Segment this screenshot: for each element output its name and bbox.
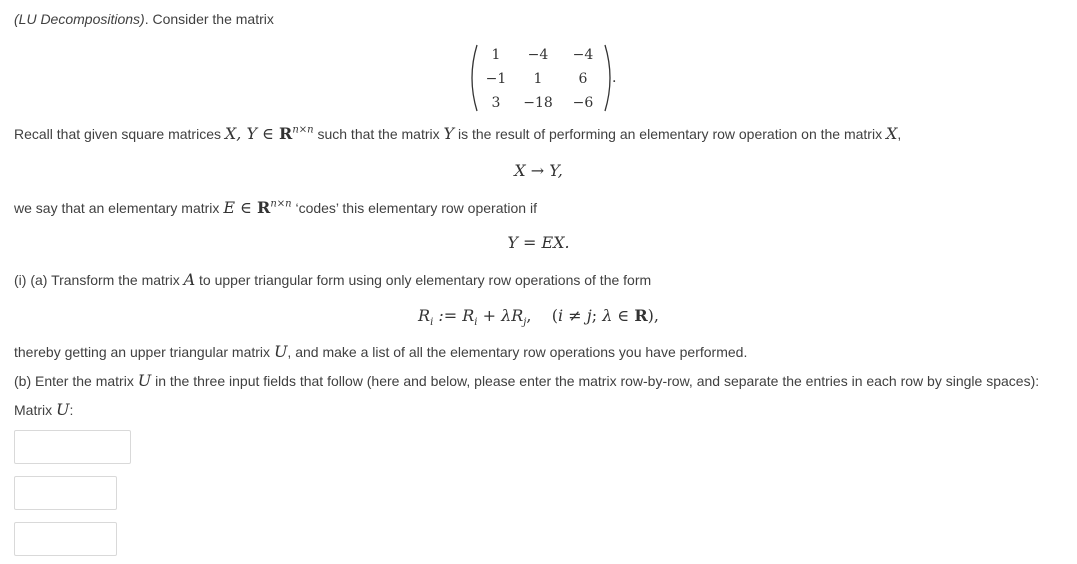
yex-equation: [0, 233, 1077, 253]
part-b-math-u: U: [137, 371, 152, 390]
thereby-text-1: thereby getting an upper triangular matrix: [14, 344, 274, 360]
matrix-u-colon: :: [69, 402, 74, 418]
intro-line: [14, 10, 274, 28]
recall-line: [14, 125, 901, 143]
recall-math-y: Y: [443, 124, 455, 143]
part-b-line: [14, 372, 1039, 390]
recall-text-1: Recall that given square matrices: [14, 126, 225, 142]
matrix-u-math: U: [56, 400, 70, 419]
reals-symbol: R: [279, 124, 293, 143]
part-a-text-2: to upper triangular form using only elementary row operations of the form: [195, 272, 652, 288]
part-b-text-2: in the three input fields that follow (here and below, please enter the matrix row-by-row, and separate the entries in each row by single spaces):: [151, 373, 1040, 389]
matrix-u-row-1-input[interactable]: [14, 430, 131, 464]
matrix-cell: −18: [523, 95, 553, 111]
reals-symbol: R: [257, 198, 271, 217]
part-a-math-a: A: [183, 270, 196, 289]
matrix-grid: [480, 43, 602, 115]
matrix-trailing-dot: .: [612, 70, 617, 86]
arrow-equation-text: X → Y,: [514, 161, 563, 180]
matrix-cell: 1: [491, 47, 501, 63]
thereby-math-u: U: [273, 342, 288, 361]
matrix-cell: −6: [572, 95, 594, 111]
matrix-cell: 1: [533, 71, 543, 87]
part-a-text-1: (i) (a) Transform the matrix: [14, 272, 184, 288]
reals-symbol: R: [634, 306, 648, 325]
intro-title-rest: . Consider the matrix: [144, 11, 274, 27]
row-operation-formula: [0, 306, 1077, 329]
codes-line: [14, 199, 537, 217]
thereby-text-2: , and make a list of all the elementary row operations you have performed.: [287, 344, 748, 360]
recall-text-2: such that the matrix: [313, 126, 444, 142]
intro-title-italic: (LU Decompositions): [14, 11, 145, 27]
matrix-cell: −4: [572, 47, 594, 63]
matrix-u-text: Matrix: [14, 402, 56, 418]
recall-math-xy: X, Y ∈ $R^{n\times n}$: [224, 124, 314, 143]
matrix-cell: 3: [491, 95, 501, 111]
matrix-u-row-2-input[interactable]: [14, 476, 117, 510]
arrow-equation: [0, 161, 1077, 181]
recall-math-x: X: [885, 124, 898, 143]
matrix-u-label: [14, 401, 73, 419]
n-by-n-sup: n×n: [270, 198, 292, 210]
thereby-line: [14, 343, 747, 361]
row-op-math: $R_i$ := $R_i + \lambda R_j$, (i ≠ j; λ ∈ R),: [418, 306, 659, 329]
codes-text-2: ‘codes’ this elementary row operation if: [291, 200, 537, 216]
n-by-n-sup: n×n: [292, 124, 314, 136]
part-b-text-1: (b) Enter the matrix: [14, 373, 138, 389]
left-paren-icon: [466, 43, 480, 113]
matrix-u-row-3-input[interactable]: [14, 522, 117, 556]
recall-text-3: is the result of performing an elementary row operation on the matrix: [454, 126, 886, 142]
yex-equation-text: Y = EX.: [507, 233, 570, 252]
matrix-cell: −4: [527, 47, 549, 63]
matrix-cell: 6: [578, 71, 588, 87]
matrix-a: [466, 43, 626, 115]
matrix-cell: −1: [485, 71, 507, 87]
recall-text-4: ,: [897, 126, 902, 142]
codes-math-e: E ∈ $R^{n\times n}$: [223, 198, 292, 217]
codes-text-1: we say that an elementary matrix: [14, 200, 224, 216]
part-a-line: [14, 271, 651, 289]
